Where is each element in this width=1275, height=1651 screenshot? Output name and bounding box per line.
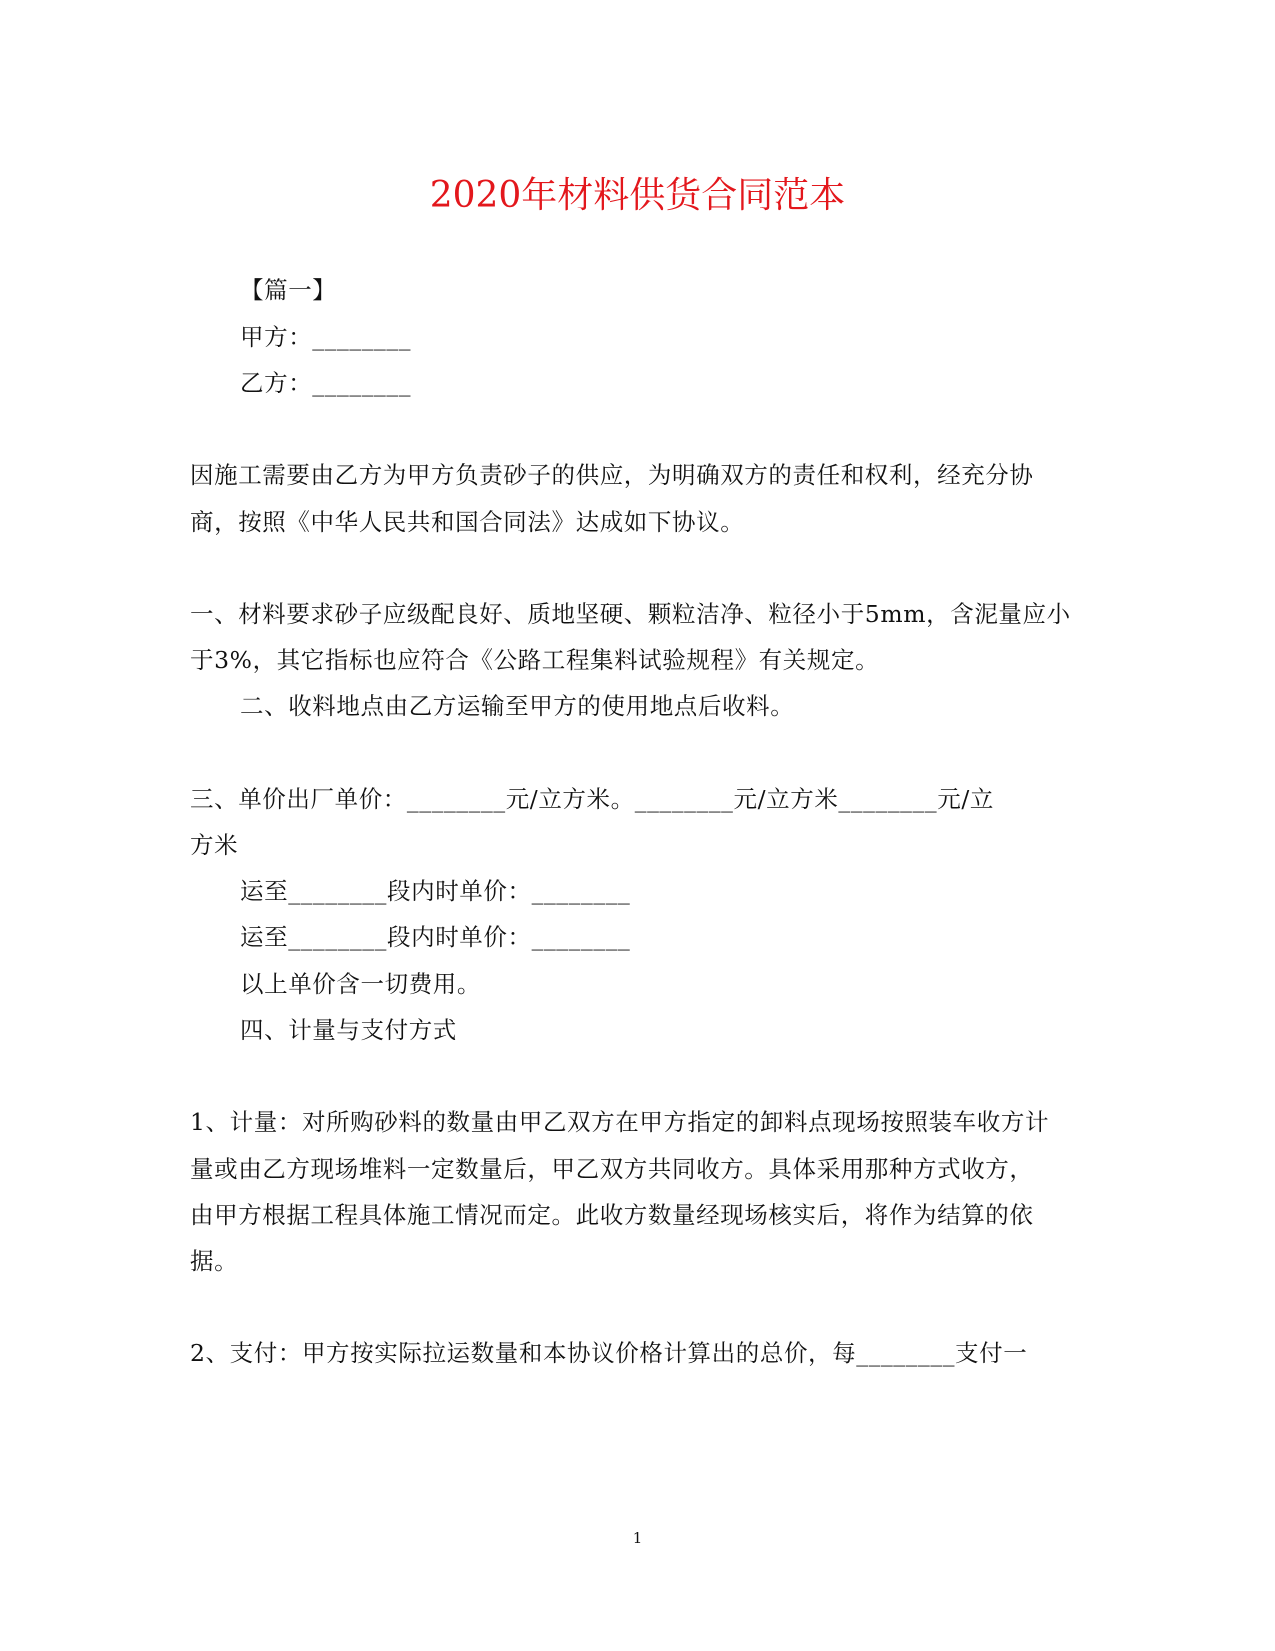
clause3-line-2: 方米 <box>190 831 239 859</box>
clause1-line-1: 一、材料要求砂子应级配良好、质地坚硬、颗粒洁净、粒径小于5mm，含泥量应小 <box>190 600 1071 628</box>
clause4-heading: 四、计量与支付方式 <box>240 1016 457 1044</box>
section-label: 【篇一】 <box>240 276 337 304</box>
measurement-line-2: 量或由乙方现场堆料一定数量后，甲乙双方共同收方。具体采用那种方式收方， <box>190 1155 1034 1183</box>
intro-line-1: 因施工需要由乙方为甲方负责砂子的供应，为明确双方的责任和权利，经充分协 <box>190 461 1034 489</box>
price-note-line: 以上单价含一切费用。 <box>240 970 481 998</box>
transport-price-line-1: 运至________段内时单价：________ <box>240 877 631 905</box>
party-a-line: 甲方：________ <box>240 323 412 351</box>
measurement-line-1: 1、计量：对所购砂料的数量由甲乙双方在甲方指定的卸料点现场按照装车收方计 <box>190 1108 1050 1136</box>
clause2-line: 二、收料地点由乙方运输至甲方的使用地点后收料。 <box>240 692 795 720</box>
measurement-line-4: 据。 <box>190 1247 239 1275</box>
party-b-line: 乙方：________ <box>240 369 412 397</box>
clause3-line-1: 三、单价出厂单价：________元/立方米。________元/立方米________元/立 <box>190 785 994 813</box>
page-number: 1 <box>632 1529 643 1547</box>
measurement-line-3: 由甲方根据工程具体施工情况而定。此收方数量经现场核实后，将作为结算的依 <box>190 1201 1034 1229</box>
clause1-line-2: 于3%，其它指标也应符合《公路工程集料试验规程》有关规定。 <box>190 646 880 674</box>
transport-price-line-2: 运至________段内时单价：________ <box>240 923 631 951</box>
intro-line-2: 商，按照《中华人民共和国合同法》达成如下协议。 <box>190 508 745 536</box>
payment-line: 2、支付：甲方按实际拉运数量和本协议价格计算出的总价，每________支付一 <box>190 1339 1028 1367</box>
document-title: 2020年材料供货合同范本 <box>429 175 846 216</box>
